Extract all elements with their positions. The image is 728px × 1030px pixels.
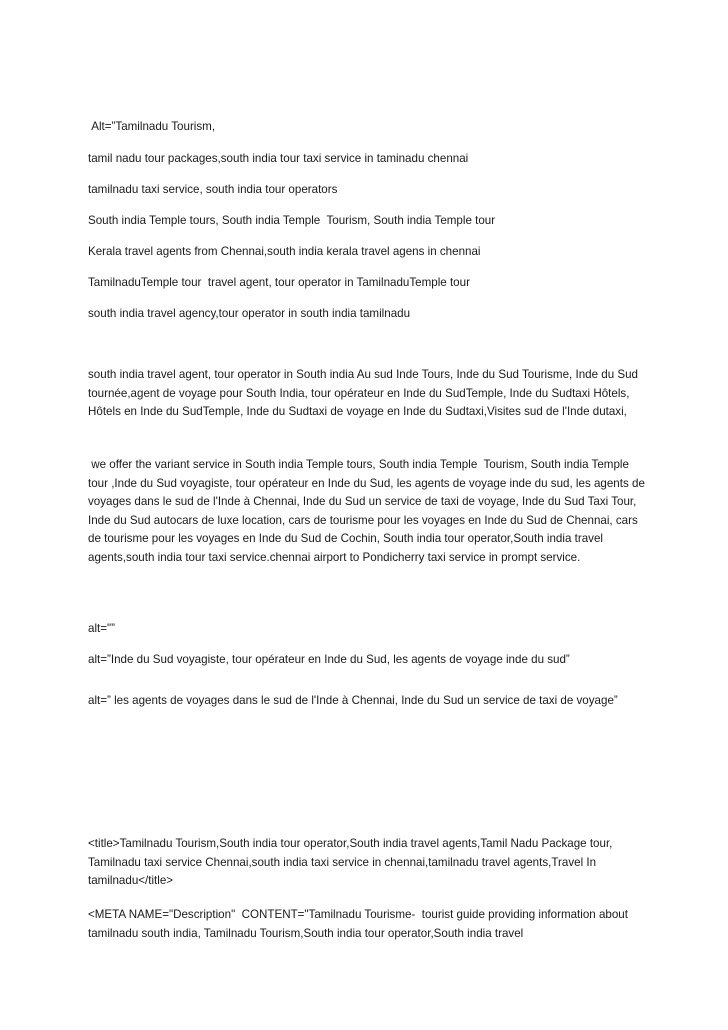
paragraph-services-offer: we offer the variant service in South india Temple tours, South india Temple Tourism, South india Temple tour ,Inde du Sud voyagiste, tour opérateur en Inde du Sud, les agents de voyage inde du sud, les agents de voyages dans le sud de l'Inde à Chennai, Inde du Sud un service de taxi de voyage, Inde du Sud Taxi Tour, Inde du Sud autocars de luxe location, cars de tourisme pour les voyages en Inde du Sud de Chennai, cars de tourisme pour les voyages en Inde du Sud de Cochin, South india tour operator,South india travel agents,south india tour taxi service.chennai airport to Pondicherry taxi service in prompt service.: [88, 458, 649, 564]
paragraph-kerala-travel-agents: Kerala travel agents from Chennai,south india kerala travel agens in chennai: [88, 245, 481, 258]
paragraph-french-keywords: south india travel agent, tour operator in South india Au sud Inde Tours, Inde du Sud Tourisme, Inde du Sud tournée,agent de voyage pour South India, tour opérateur en Inde du SudTemple, Inde du Sudtaxi Hôtels, Hôtels en Inde du SudTemple, Inde du Sudtaxi de voyage en Inde du Sudtaxi,Visites sud de l'Inde dutaxi,: [88, 368, 642, 419]
paragraph-alt-empty: alt="”: [88, 622, 115, 635]
paragraph-temple-tour-agent: TamilnaduTemple tour travel agent, tour operator in TamilnaduTemple tour: [88, 276, 470, 289]
paragraph-meta-description: <META NAME="Description" CONTENT="Tamilnadu Tourisme- tourist guide providing information about tamilnadu south india, Tamilnadu Tourism,South india tour operator,South india travel: [88, 908, 632, 940]
paragraph-travel-agency: south india travel agency,tour operator in south india tamilnadu: [88, 307, 411, 320]
paragraph-temple-tours: South india Temple tours, South india Temple Tourism, South india Temple tour: [88, 214, 496, 227]
paragraph-alt-voyagiste: alt=”Inde du Sud voyagiste, tour opérateur en Inde du Sud, les agents de voyage inde du sud”: [88, 653, 570, 666]
paragraph-alt-tamilnadu-tourism: Alt=”Tamilnadu Tourism,: [88, 120, 216, 133]
paragraph-taxi-service: tamilnadu taxi service, south india tour operators: [88, 183, 338, 196]
paragraph-tour-packages: tamil nadu tour packages,south india tour taxi service in taminadu chennai: [88, 152, 469, 165]
paragraph-title-tag: <title>Tamilnadu Tourism,South india tour operator,South india travel agents,Tamil Nadu Package tour, Tamilnadu taxi service Chennai,south india taxi service in chennai,tamilnadu travel agents,Travel In tamilnadu</title>: [88, 837, 616, 888]
paragraph-alt-agents-chennai: alt=” les agents de voyages dans le sud de l'Inde à Chennai, Inde du Sud un service de taxi de voyage”: [88, 694, 618, 707]
